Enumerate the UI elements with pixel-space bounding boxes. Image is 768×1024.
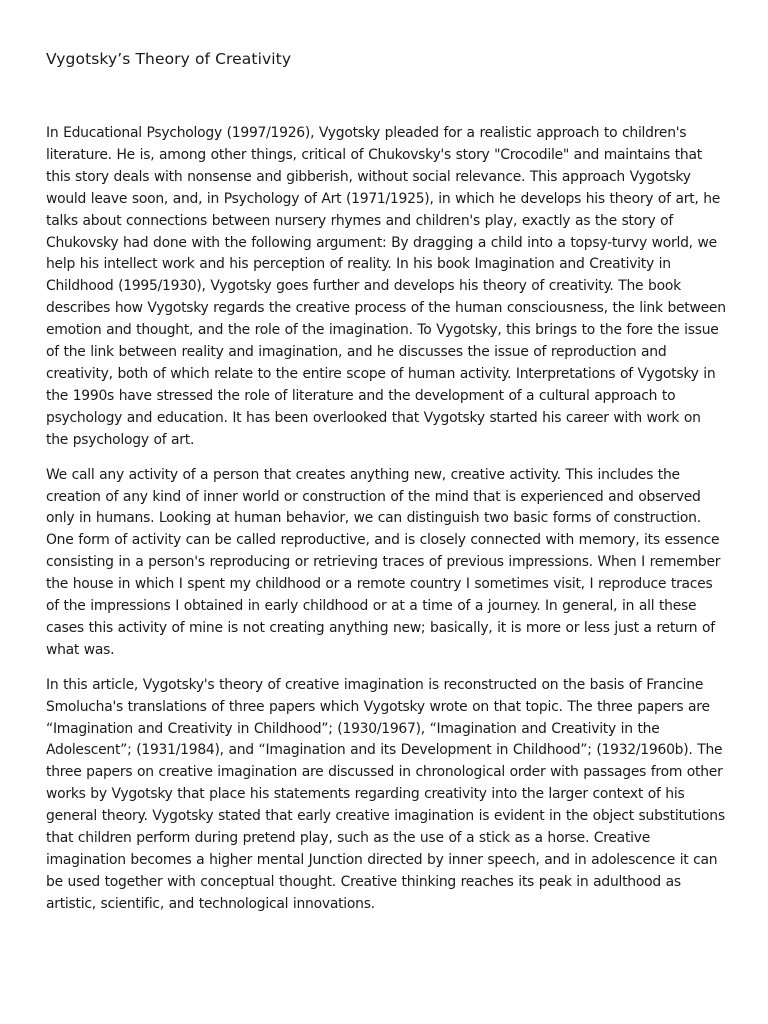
paragraph-3: In this article, Vygotsky's theory of creative imagination is reconstructed on the basis of Francine Smolucha's translations of three papers which Vygotsky wrote on that topic. The three papers are “Imagination and Creativity in Childhood”; (1930/1967), “Imagination and Creativity in the Adolescent”; (1931/1984), and “Imagination and its Development in Childhood”; (1932/1960b). The three papers on creative imagination are discussed in chronological order with passages from other works by Vygotsky that place his statements regarding creativity into the larger context of his general theory. Vygotsky stated that early creative imagination is evident in the object substitutions that children perform during pretend play, such as the use of a stick as a horse. Creative imagination becomes a higher mental Junction directed by inner speech, and in adolescence it can be used together with conceptual thought. Creative thinking reaches its peak in adulthood as artistic, scientific, and technological innovations. xyxy=(46,676,725,912)
document-page xyxy=(46,0,726,929)
document-body xyxy=(46,123,726,916)
paragraph-2: We call any activity of a person that creates anything new, creative activity. This includes the creation of any kind of inner world or construction of the mind that is experienced and observed only in humans. Looking at human behavior, we can distinguish two basic forms of construction. One form of activity can be called reproductive, and is closely connected with memory, its essence consisting in a person's reproducing or retrieving traces of previous impressions. When I remember the house in which I spent my childhood or a remote country I sometimes visit, I reproduce traces of the impressions I obtained in early childhood or at a time of a journey. In general, in all these cases this activity of mine is not creating anything new; basically, it is more or less just a return of what was. xyxy=(46,466,721,658)
document-title: Vygotsky’s Theory of Creativity xyxy=(46,50,292,68)
paragraph-1: In Educational Psychology (1997/1926), Vygotsky pleaded for a realistic approach to children's literature. He is, among other things, critical of Chukovsky's story "Crocodile" and maintains that this story deals with nonsense and gibberish, without social relevance. This approach Vygotsky would leave soon, and, in Psychology of Art (1971/1925), in which he develops his theory of art, he talks about connections between nursery rhymes and children's play, exactly as the story of Chukovsky had done with the following argument: By dragging a child into a topsy-turvy world, we help his intellect work and his perception of reality. In his book Imagination and Creativity in Childhood (1995/1930), Vygotsky goes further and develops his theory of creativity. The book describes how Vygotsky regards the creative process of the human consciousness, the link between emotion and thought, and the role of the imagination. To Vygotsky, this brings to the fore the issue of the link between reality and imagination, and he discusses the issue of reproduction and creativity, both of which relate to the entire scope of human activity. Interpretations of Vygotsky in the 1990s have stressed the role of literature and the development of a cultural approach to psychology and education. It has been overlooked that Vygotsky started his career with work on the psychology of art. xyxy=(46,125,726,448)
